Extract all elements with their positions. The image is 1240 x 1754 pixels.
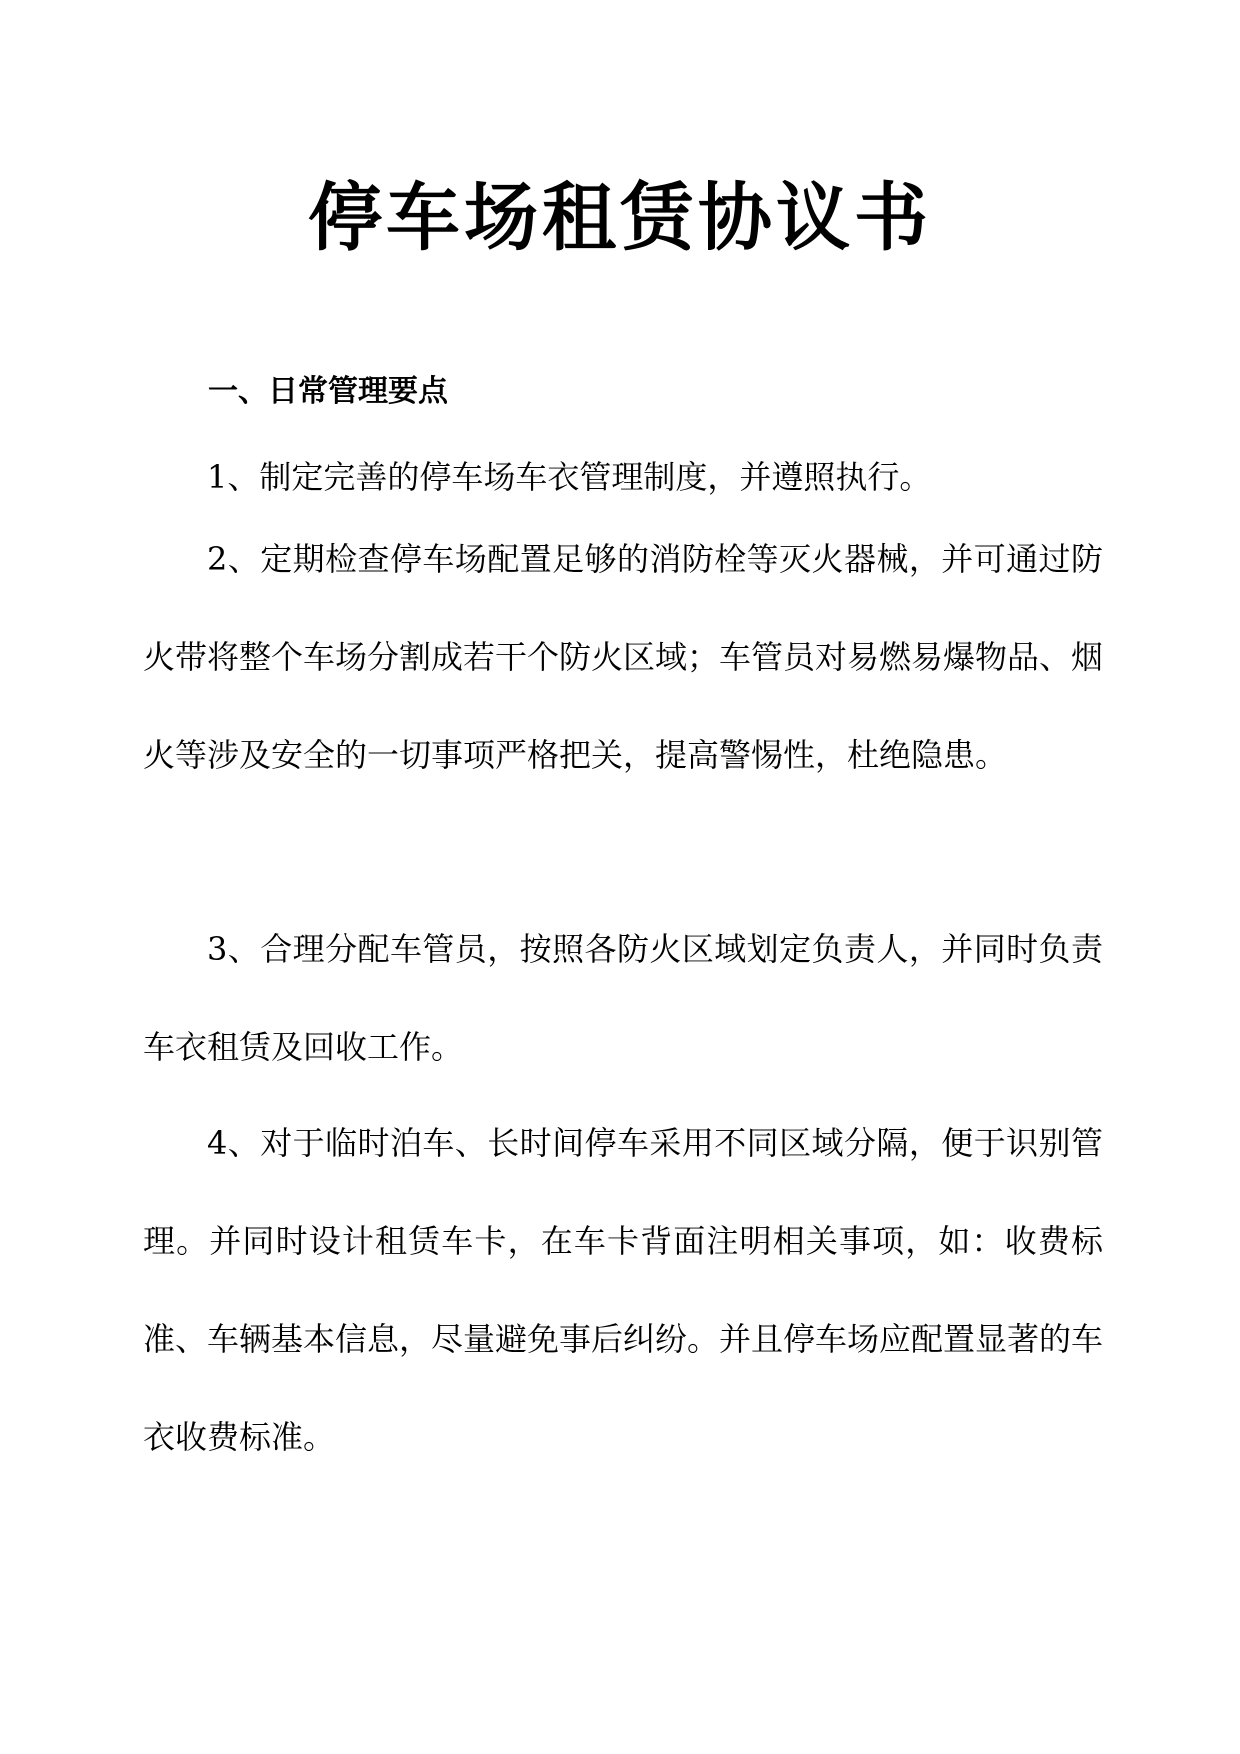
paragraph-item-1: 1、制定完善的停车场车衣管理制度，并遵照执行。 (207, 458, 932, 496)
paragraph-item-4: 4、对于临时泊车、长时间停车采用不同区域分隔，便于识别管理。并同时设计租赁车卡，在车卡背面注明相关事项，如：收费标准、车辆基本信息，尽量避免事后纠纷。并且停车场应配置显著的车衣收费标准。 (143, 1124, 1104, 1456)
paragraph-item-3: 3、合理分配车管员，按照各防火区域划定负责人，并同时负责车衣租赁及回收工作。 (143, 930, 1103, 1066)
document-title: 停车场租赁协议书 (308, 175, 932, 261)
paragraph-item-2: 2、定期检查停车场配置足够的消防栓等灭火器械，并可通过防火带将整个车场分割成若干个防火区域；车管员对易燃易爆物品、烟火等涉及安全的一切事项严格把关，提高警惕性，杜绝隐患。 (143, 540, 1104, 774)
section-heading: 一、日常管理要点 (208, 374, 448, 409)
